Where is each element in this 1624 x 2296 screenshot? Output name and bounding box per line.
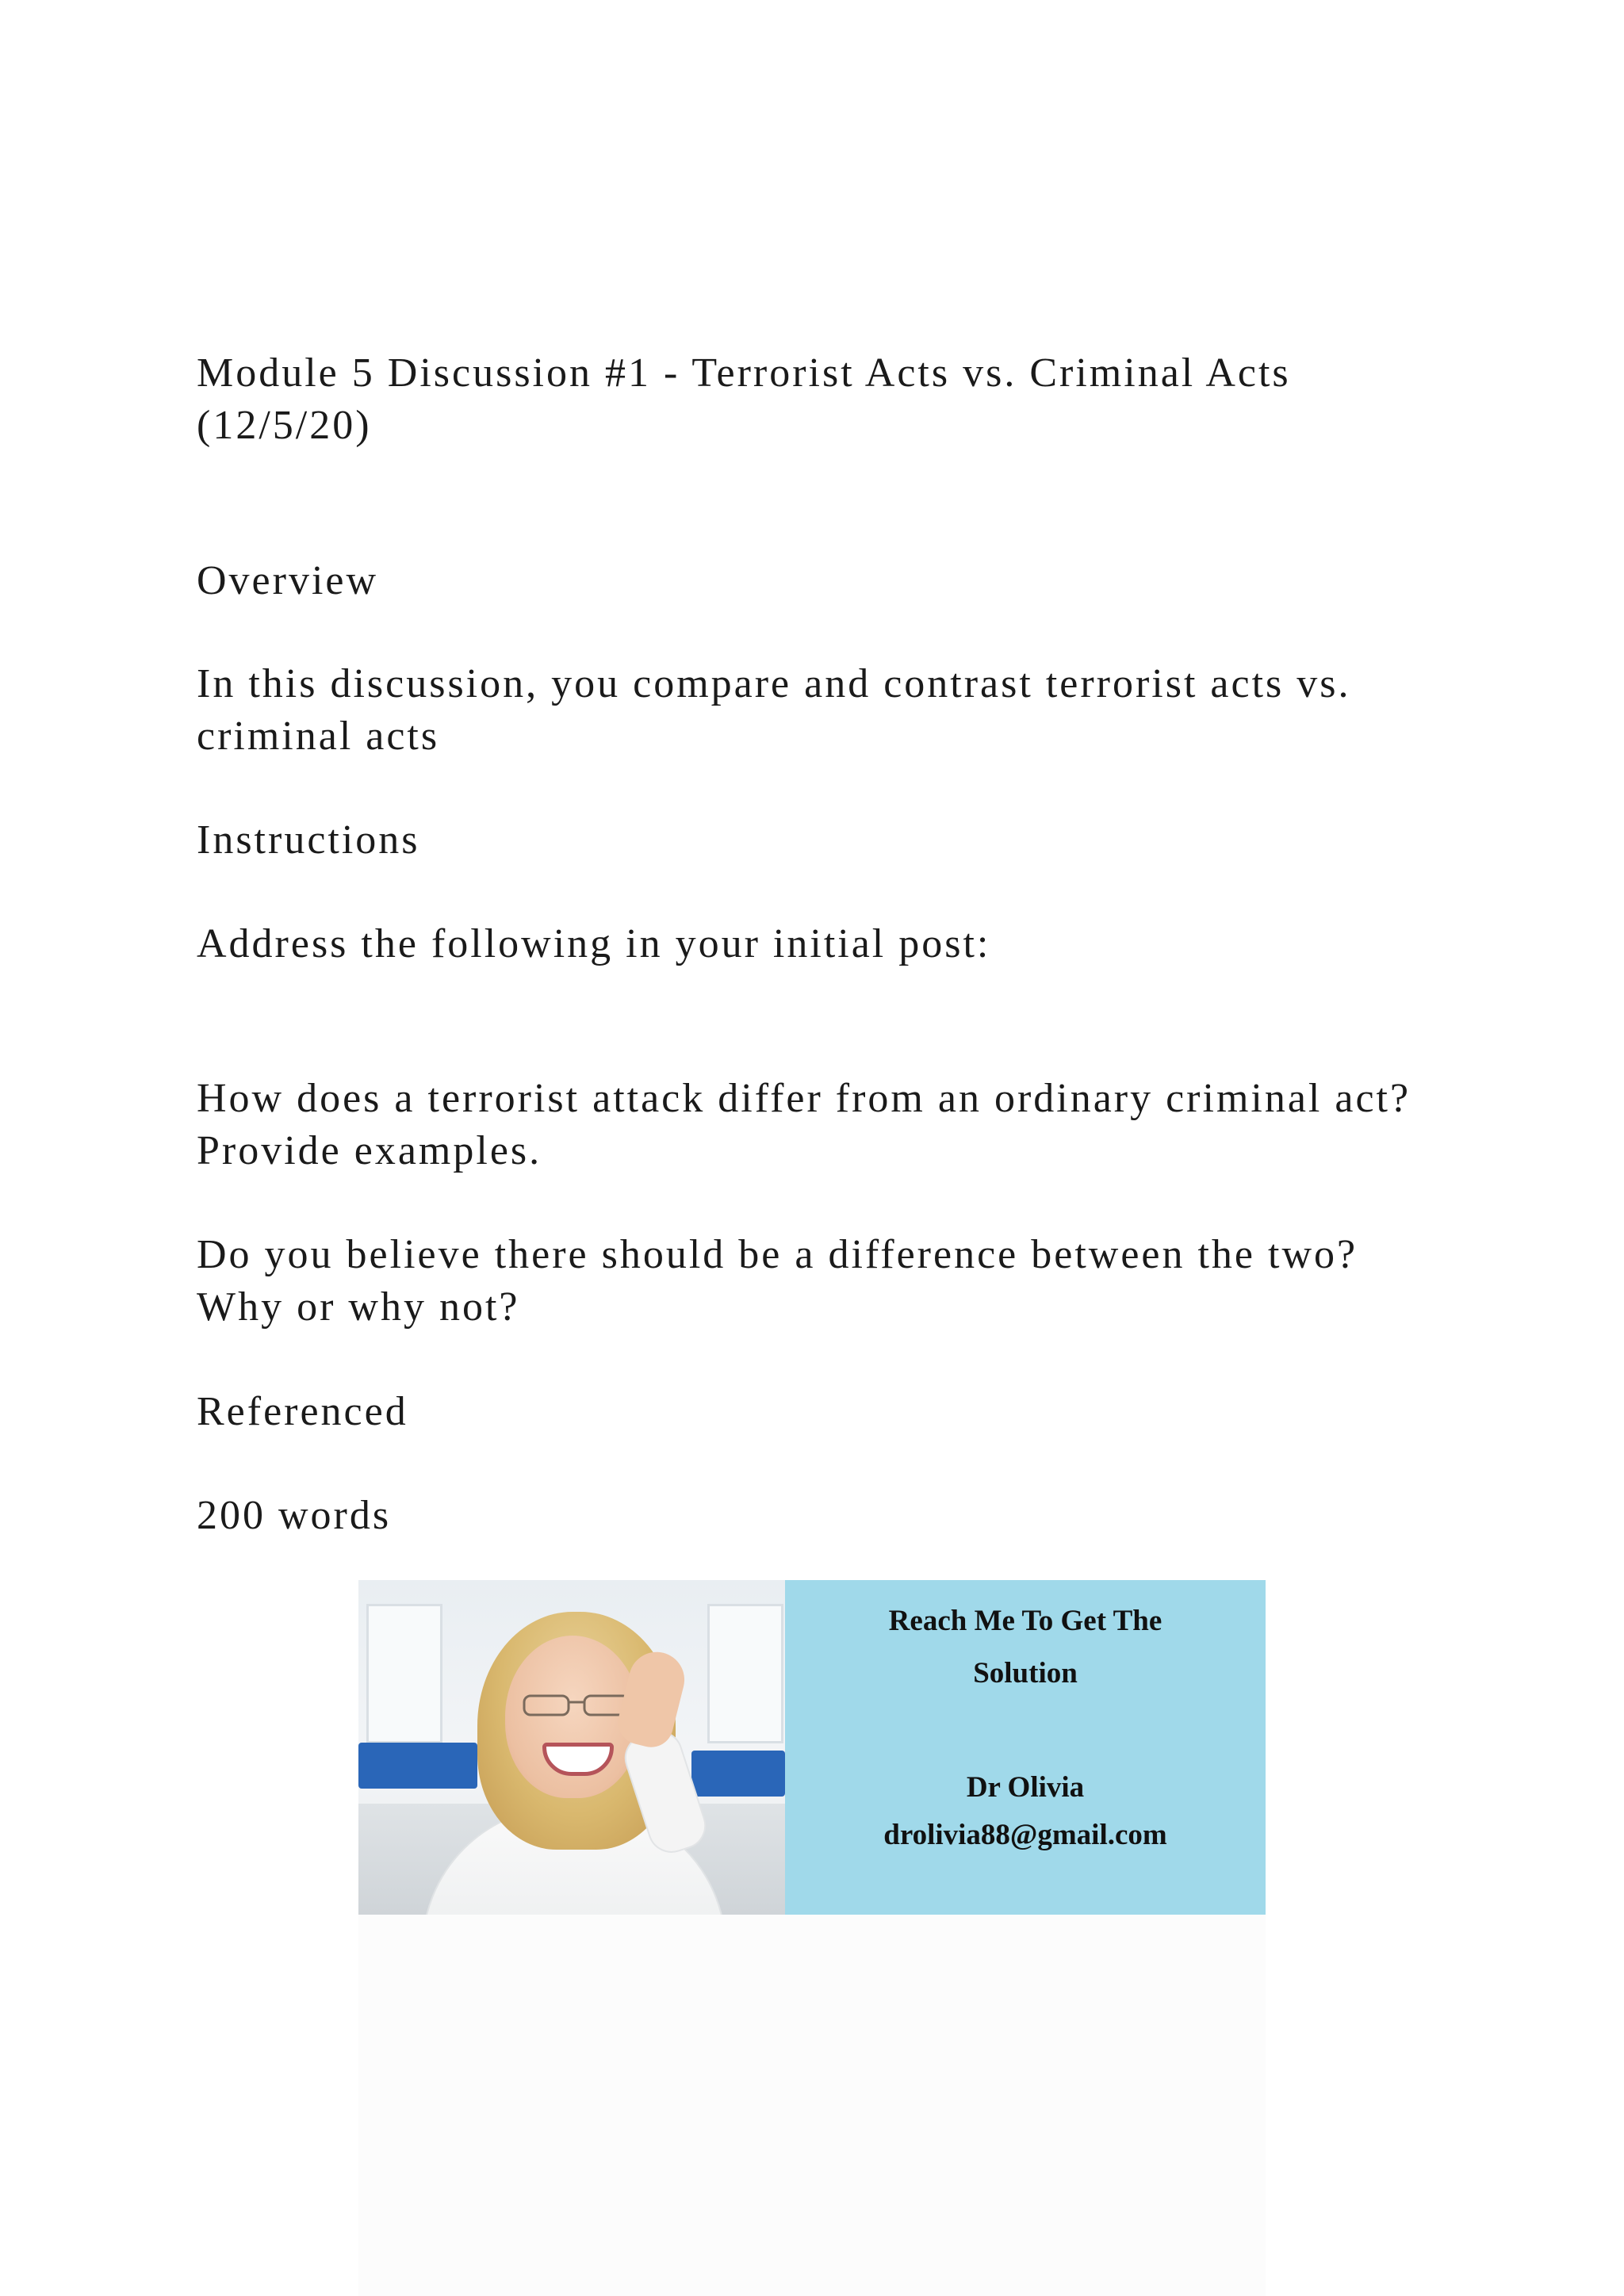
overview-heading: Overview — [197, 558, 379, 603]
woman-photo — [358, 1580, 785, 1915]
question-1: How does a terrorist attack differ from an ordinary criminal act? Provide examples. — [197, 1076, 1411, 1173]
referenced-label: Referenced — [197, 1389, 408, 1434]
contact-panel — [785, 1580, 1266, 1915]
word-count: 200 words — [197, 1493, 392, 1538]
instructions-heading: Instructions — [197, 817, 420, 863]
banner-headline-line2: Solution — [973, 1657, 1078, 1689]
blue-furniture — [358, 1743, 477, 1789]
window-pane — [366, 1604, 442, 1743]
banner-headline-line1: Reach Me To Get The — [888, 1605, 1162, 1637]
address-line: Address the following in your initial post: — [197, 921, 991, 966]
contact-name: Dr Olivia — [966, 1771, 1085, 1804]
document-title: Module 5 Discussion #1 - Terrorist Acts vs. Criminal Acts (12/5/20) — [197, 350, 1291, 448]
contact-banner[interactable] — [358, 1580, 1266, 1915]
image-lower-area — [358, 1915, 1266, 2296]
glasses-icon — [521, 1691, 632, 1718]
contact-email[interactable]: drolivia88@gmail.com — [883, 1819, 1167, 1851]
blue-furniture — [691, 1751, 785, 1797]
question-2: Do you believe there should be a difference between the two? Why or why not? — [197, 1232, 1358, 1330]
overview-text: In this discussion, you compare and contrast terrorist acts vs. criminal acts — [197, 661, 1351, 759]
window-pane — [707, 1604, 783, 1743]
